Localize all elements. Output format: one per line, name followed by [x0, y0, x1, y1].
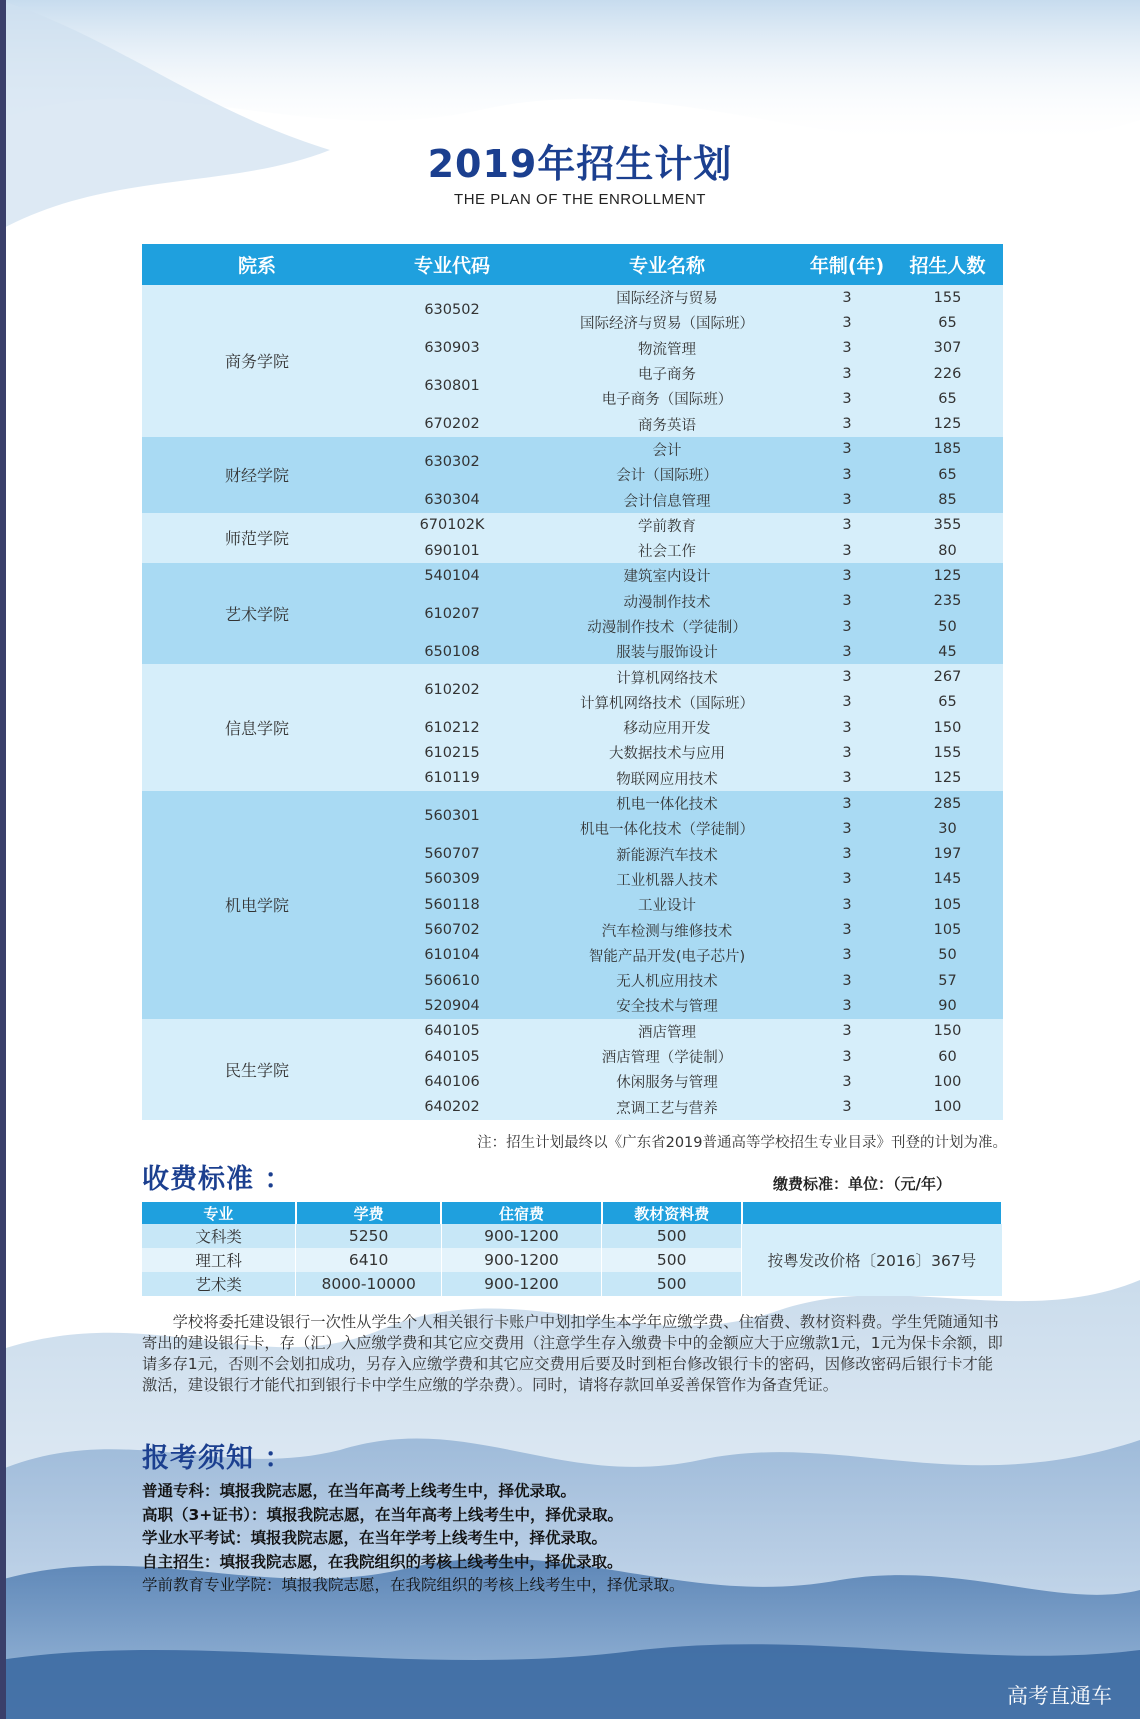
major-name: 建筑室内设计 — [623, 569, 711, 586]
major-count: 125 — [933, 416, 962, 433]
major-name: 计算机网络技术（国际班） — [580, 695, 754, 712]
major-name: 智能产品开发(电子芯片) — [588, 948, 746, 965]
major-count: 267 — [933, 669, 962, 686]
major-name: 服装与服饰设计 — [616, 645, 718, 662]
major-count: 197 — [933, 846, 962, 863]
major-name: 机电一体化技术（学徒制） — [580, 822, 754, 839]
major-years: 3 — [842, 289, 852, 306]
dept-name: 商务学院 — [224, 352, 289, 372]
major-count: 355 — [933, 517, 962, 534]
major-code: 670102K — [419, 517, 485, 534]
major-code: 560610 — [424, 972, 480, 989]
major-code: 540104 — [424, 567, 480, 584]
major-years: 3 — [842, 1099, 852, 1116]
fees-header-lodging: 住宿费 — [441, 1202, 601, 1224]
major-years: 3 — [842, 618, 852, 635]
major-count: 150 — [933, 1023, 962, 1040]
dept-group — [142, 437, 1003, 513]
notice-item: 自主招生：填报我院志愿，在我院组织的考核上线考生中，择优录取。 — [142, 1552, 623, 1571]
enrollment-table — [142, 244, 1003, 1120]
major-count: 65 — [938, 466, 957, 483]
major-code: 640105 — [424, 1023, 480, 1040]
major-years: 3 — [842, 340, 852, 357]
payment-paragraph: 学校将委托建设银行一次性从学生个人相关银行卡账户中划扣学生本学年应缴学费、住宿费、教材资料费。学生凭随通知书寄出的建设银行卡，存（汇）入应缴学费和其它应交费用（注意学生存入缴费卡中的金额应大于应缴款1元，1元为保卡余额，即请多存1元，否则不会划扣成功，另存入应缴学费和其它应交费用后要及时到柜台修改银行卡的密码，因修改密码后银行卡才能激活，建设银行才能代扣到银行卡中学生应缴的学杂费）。同时，请将存款回单妥善保管作为备查凭证。 — [142, 1313, 1003, 1394]
dept-name: 财经学院 — [224, 466, 289, 486]
major-count: 57 — [938, 972, 957, 989]
major-years: 3 — [842, 567, 852, 584]
major-code: 610202 — [424, 681, 480, 698]
major-code: 640106 — [424, 1073, 480, 1090]
major-name: 工业机器人技术 — [616, 872, 718, 889]
major-code: 560702 — [424, 922, 480, 939]
dept-name: 师范学院 — [224, 529, 289, 549]
major-code: 610207 — [424, 605, 480, 622]
major-count: 30 — [938, 820, 957, 837]
dept-name: 信息学院 — [224, 719, 289, 739]
major-years: 3 — [842, 466, 852, 483]
major-code: 560118 — [424, 896, 480, 913]
major-count: 80 — [938, 542, 957, 559]
major-years: 3 — [842, 492, 852, 509]
major-count: 100 — [933, 1073, 962, 1090]
notice-list — [142, 1480, 1022, 1598]
major-name: 安全技术与管理 — [616, 999, 718, 1016]
major-code: 630903 — [424, 340, 480, 357]
major-count: 150 — [933, 719, 962, 736]
header-years: 年制(年) — [809, 255, 885, 277]
major-code: 520904 — [424, 997, 480, 1014]
major-years: 3 — [842, 1023, 852, 1040]
fee-tuition: 8000-10000 — [296, 1272, 442, 1296]
major-code: 610119 — [424, 770, 480, 787]
major-years: 3 — [842, 517, 852, 534]
major-code: 610215 — [424, 744, 480, 761]
fees-table — [142, 1202, 1003, 1296]
major-code: 630304 — [424, 492, 480, 509]
major-name: 大数据技术与应用 — [609, 746, 725, 763]
table-row — [142, 1224, 1002, 1248]
major-count: 145 — [933, 871, 962, 888]
major-count: 100 — [933, 1099, 962, 1116]
fee-type: 文科类 — [142, 1224, 296, 1248]
enrollment-table-body — [142, 285, 1003, 1120]
major-years: 3 — [842, 441, 852, 458]
major-name: 无人机应用技术 — [616, 974, 718, 991]
major-name: 国际经济与贸易（国际班） — [580, 316, 754, 333]
major-count: 90 — [938, 997, 957, 1014]
dept-group — [142, 285, 1003, 437]
major-years: 3 — [842, 365, 852, 382]
fees-header-books: 教材资料费 — [602, 1202, 742, 1224]
major-code: 560301 — [424, 808, 480, 825]
major-years: 3 — [842, 972, 852, 989]
major-code: 630801 — [424, 378, 480, 395]
major-name: 物联网应用技术 — [616, 771, 718, 788]
major-name: 工业设计 — [638, 898, 696, 915]
enrollment-table-header — [142, 244, 1003, 285]
major-years: 3 — [842, 820, 852, 837]
notice-item: 高职（3+证书）：填报我院志愿，在当年高考上线考生中，择优录取。 — [142, 1505, 624, 1524]
major-name: 商务英语 — [638, 417, 696, 434]
fees-header-type: 专业 — [142, 1202, 296, 1224]
dept-name: 民生学院 — [224, 1060, 289, 1080]
major-count: 226 — [933, 365, 962, 382]
major-count: 65 — [938, 390, 957, 407]
major-count: 285 — [933, 795, 962, 812]
major-years: 3 — [842, 770, 852, 787]
major-count: 155 — [933, 289, 962, 306]
major-count: 155 — [933, 744, 962, 761]
major-name: 学前教育 — [638, 518, 696, 535]
major-count: 65 — [938, 694, 957, 711]
fee-tuition: 6410 — [296, 1248, 442, 1272]
notice-item: 学业水平考试：填报我院志愿，在当年学考上线考生中，择优录取。 — [142, 1529, 608, 1547]
major-count: 50 — [938, 618, 957, 635]
fees-header-basis — [742, 1202, 1002, 1224]
major-name: 酒店管理（学徒制） — [601, 1050, 733, 1067]
major-name: 会计（国际班） — [616, 468, 718, 485]
major-count: 50 — [938, 947, 957, 964]
fee-lodging: 900-1200 — [441, 1272, 601, 1296]
major-name: 计算机网络技术 — [616, 670, 718, 687]
major-years: 3 — [842, 416, 852, 433]
major-code: 640105 — [424, 1048, 480, 1065]
major-code: 690101 — [424, 542, 480, 559]
fee-tuition: 5250 — [296, 1224, 442, 1248]
major-code: 610104 — [424, 947, 480, 964]
major-name: 移动应用开发 — [623, 721, 711, 738]
fees-header-tuition: 学费 — [296, 1202, 442, 1224]
major-years: 3 — [842, 314, 852, 331]
major-count: 105 — [933, 896, 962, 913]
major-count: 45 — [938, 643, 957, 660]
page-title: 2019年招生计划 — [427, 142, 733, 186]
major-count: 307 — [933, 340, 962, 357]
fee-type: 理工科 — [142, 1248, 296, 1272]
major-years: 3 — [842, 542, 852, 559]
major-code: 630502 — [424, 302, 480, 319]
major-years: 3 — [842, 1073, 852, 1090]
major-code: 560309 — [424, 871, 480, 888]
major-count: 60 — [938, 1048, 957, 1065]
major-years: 3 — [842, 643, 852, 660]
fee-books: 500 — [602, 1248, 742, 1272]
dept-group — [142, 563, 1003, 664]
major-name: 汽车检测与维修技术 — [601, 923, 733, 940]
major-name: 国际经济与贸易 — [616, 291, 718, 308]
fees-section-title: 收费标准 ： — [142, 1164, 293, 1195]
major-count: 235 — [933, 593, 962, 610]
major-years: 3 — [842, 846, 852, 863]
major-code: 640202 — [424, 1099, 480, 1116]
dept-group — [142, 791, 1003, 1019]
notice-item: 学前教育专业学院：填报我院志愿，在我院组织的考核上线考生中，择优录取。 — [142, 1576, 685, 1594]
fee-lodging: 900-1200 — [441, 1248, 601, 1272]
notice-item: 普通专科：填报我院志愿，在当年高考上线考生中，择优录取。 — [142, 1482, 577, 1500]
dept-group — [142, 513, 1003, 564]
major-code: 610212 — [424, 719, 480, 736]
dept-name: 机电学院 — [224, 896, 289, 916]
major-name: 物流管理 — [638, 341, 696, 358]
major-name: 会计 — [652, 442, 682, 459]
major-years: 3 — [842, 390, 852, 407]
header-name: 专业名称 — [628, 255, 705, 277]
major-code: 630302 — [424, 454, 480, 471]
major-name: 会计信息管理 — [623, 493, 711, 510]
watermark-text: 高考直通车 — [1007, 1684, 1112, 1708]
dept-group — [142, 664, 1003, 790]
major-name: 新能源汽车技术 — [616, 847, 718, 864]
major-years: 3 — [842, 922, 852, 939]
major-name: 电子商务 — [638, 367, 696, 384]
major-code: 560707 — [424, 846, 480, 863]
header-code: 专业代码 — [413, 255, 490, 277]
major-code: 670202 — [424, 416, 480, 433]
major-name: 动漫制作技术（学徒制） — [587, 620, 747, 636]
major-name: 烹调工艺与营养 — [616, 1100, 718, 1117]
fee-books: 500 — [602, 1224, 742, 1248]
major-years: 3 — [842, 744, 852, 761]
enrollment-note: 注：招生计划最终以《广东省2019普通高等学校招生专业目录》刊登的计划为准。 — [477, 1135, 1007, 1151]
fee-books: 500 — [602, 1272, 742, 1296]
fee-basis: 按粤发改价格〔2016〕367号 — [742, 1224, 1002, 1296]
major-name: 电子商务（国际班） — [601, 392, 733, 409]
major-count: 185 — [933, 441, 962, 458]
major-years: 3 — [842, 896, 852, 913]
major-name: 酒店管理 — [638, 1024, 696, 1041]
major-count: 85 — [938, 492, 957, 509]
header-count: 招生人数 — [909, 255, 986, 277]
major-name: 机电一体化技术 — [616, 797, 718, 814]
major-count: 125 — [933, 567, 962, 584]
dept-group — [142, 1019, 1003, 1120]
major-name: 社会工作 — [638, 544, 696, 561]
major-count: 105 — [933, 922, 962, 939]
fee-lodging: 900-1200 — [441, 1224, 601, 1248]
header-dept: 院系 — [237, 255, 276, 277]
major-years: 3 — [842, 669, 852, 686]
major-years: 3 — [842, 997, 852, 1014]
major-years: 3 — [842, 1048, 852, 1065]
major-years: 3 — [842, 795, 852, 812]
major-count: 125 — [933, 770, 962, 787]
fee-type: 艺术类 — [142, 1272, 296, 1296]
major-years: 3 — [842, 593, 852, 610]
major-years: 3 — [842, 947, 852, 964]
dept-name: 艺术学院 — [224, 605, 289, 625]
fees-unit-label: 缴费标准：单位：（元/年） — [773, 1175, 951, 1193]
page-subtitle: THE PLAN OF THE ENROLLMENT — [454, 191, 706, 208]
notice-section-title: 报考须知 ： — [142, 1443, 293, 1474]
major-name: 动漫制作技术 — [623, 594, 711, 611]
major-years: 3 — [842, 719, 852, 736]
major-code: 650108 — [424, 643, 480, 660]
major-years: 3 — [842, 694, 852, 711]
major-name: 休闲服务与管理 — [616, 1075, 718, 1092]
major-count: 65 — [938, 314, 957, 331]
major-years: 3 — [842, 871, 852, 888]
